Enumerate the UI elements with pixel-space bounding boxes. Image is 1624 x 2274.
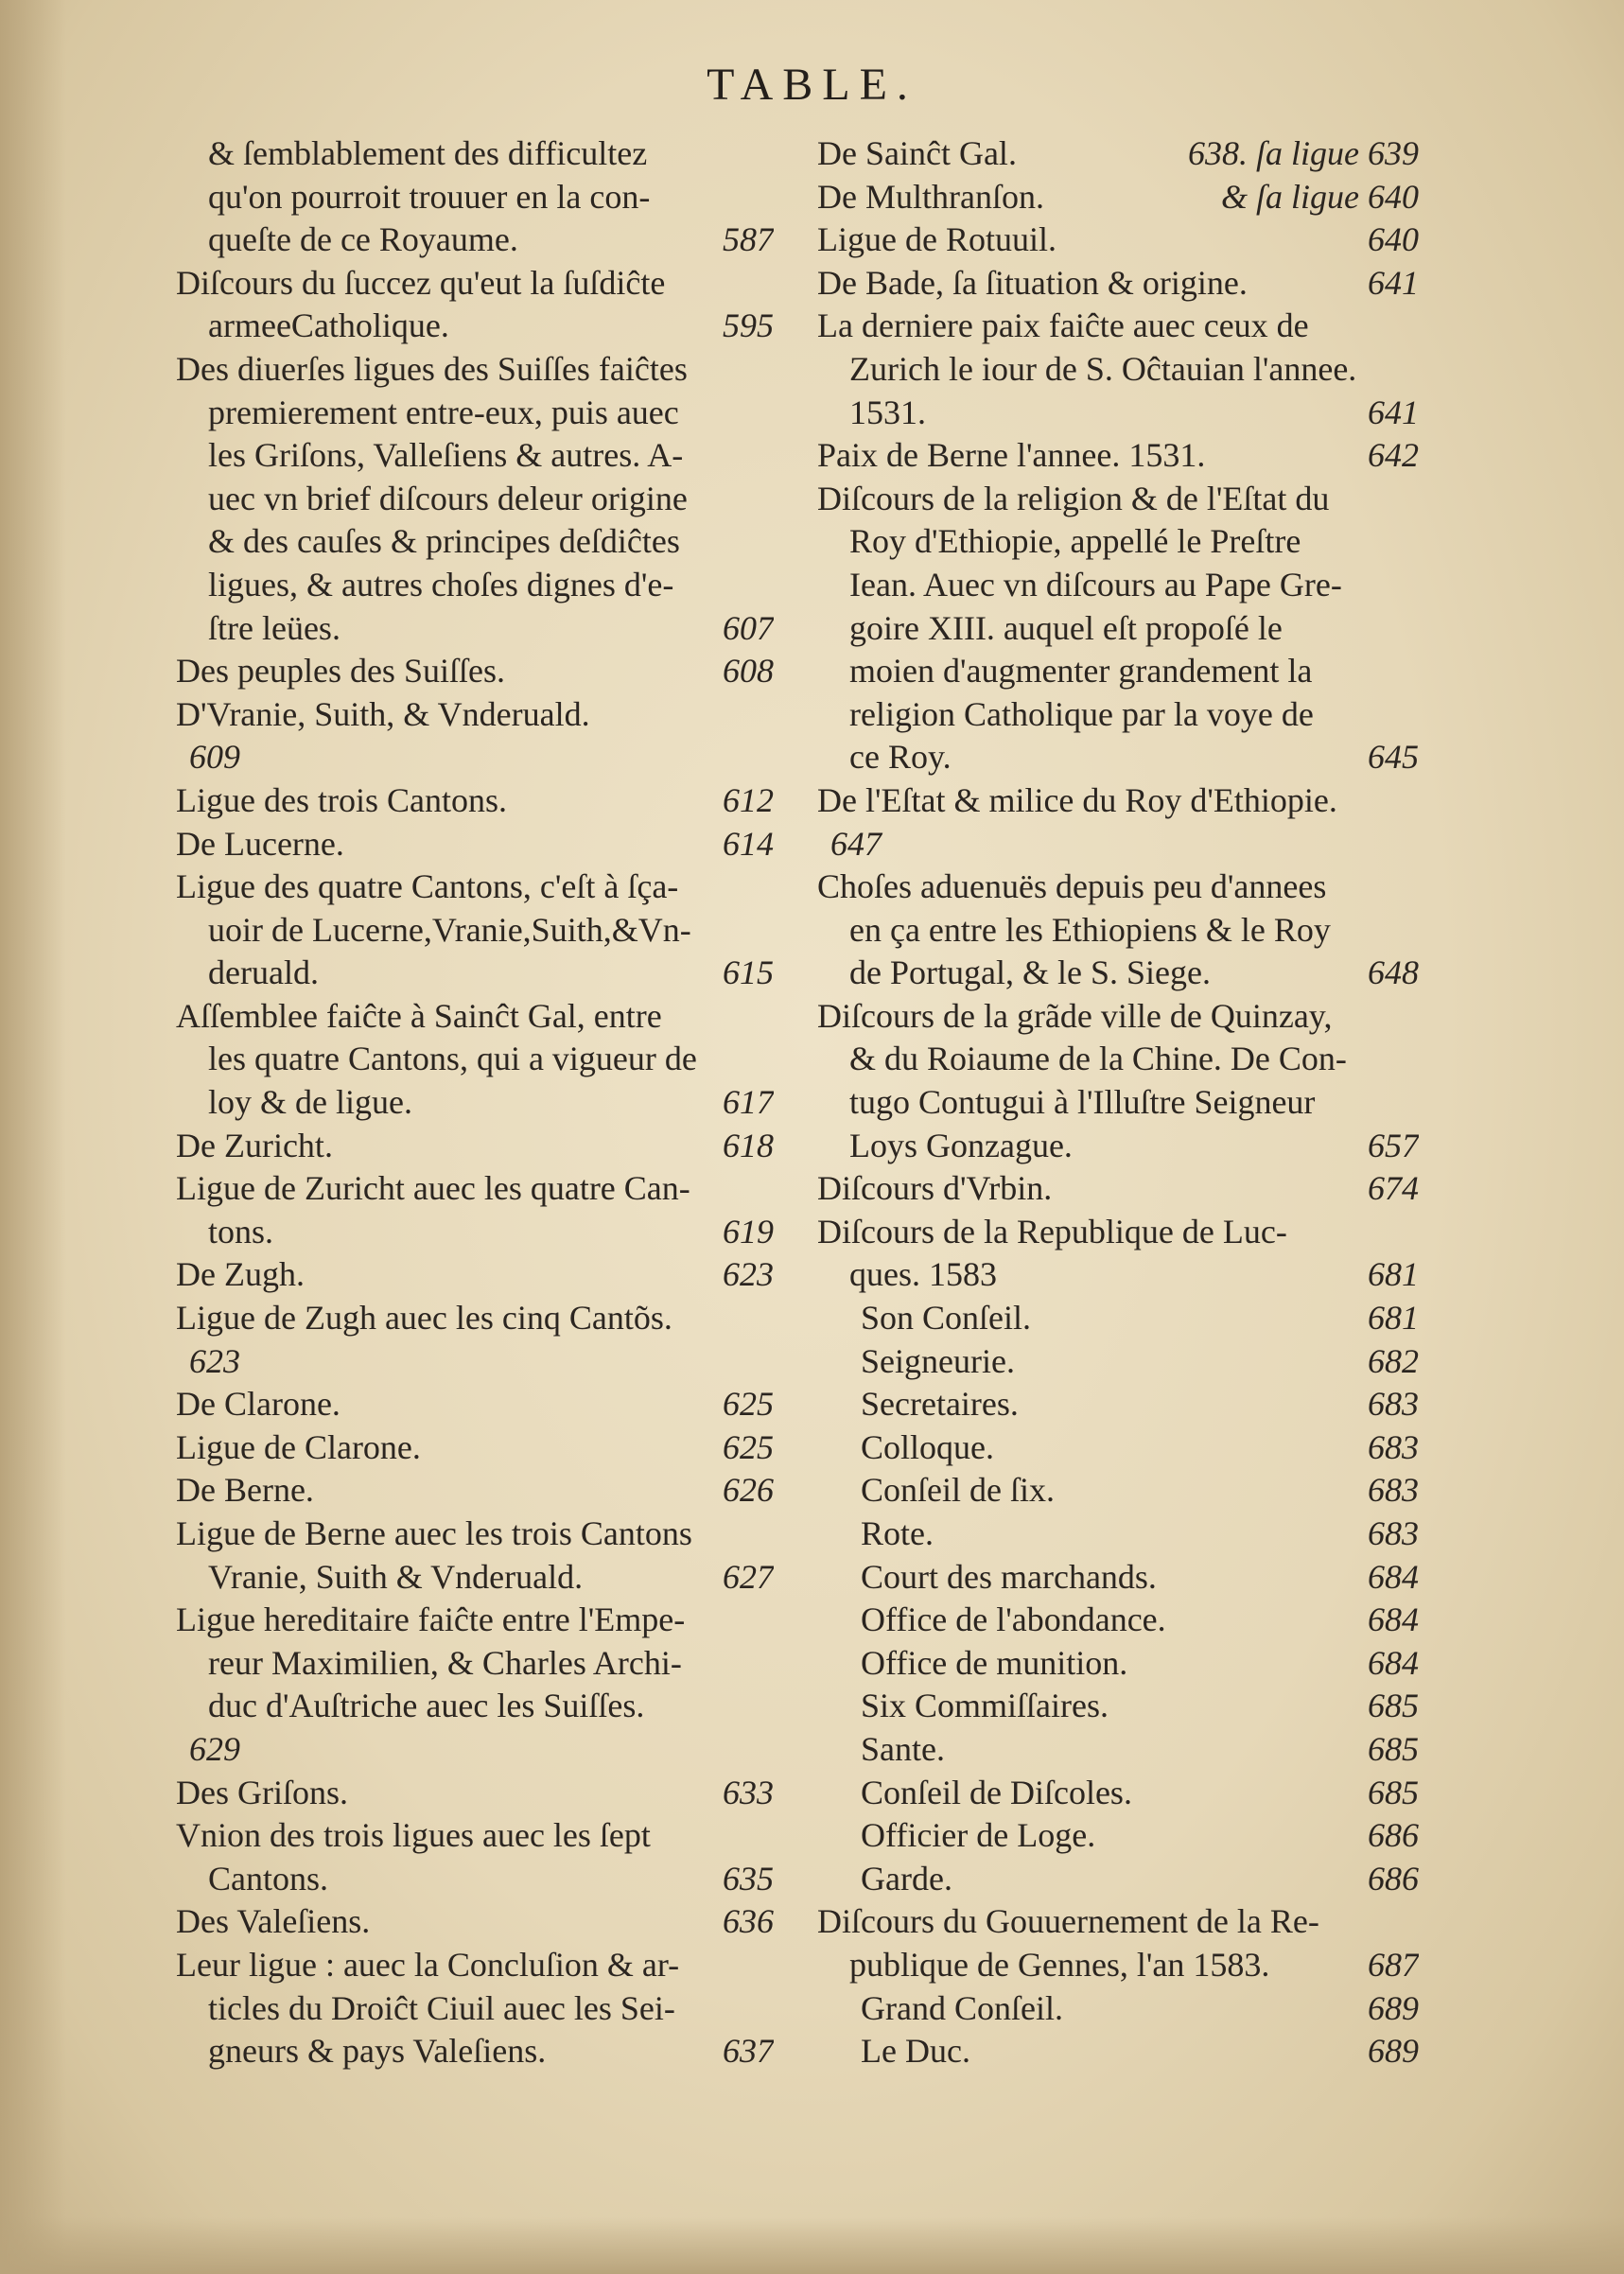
- toc-entry-line: [176, 1987, 774, 2031]
- toc-entry-line: [176, 2030, 774, 2073]
- toc-entry-text: religion Catholique par la voye de: [849, 694, 1314, 733]
- toc-entry-text: Des Valeſiens.: [176, 1902, 371, 1941]
- toc-entry-line: [176, 1383, 774, 1426]
- toc-page-number: 645: [1368, 738, 1419, 777]
- toc-entry-text: Diſcours de la Republique de Luc-: [817, 1212, 1287, 1251]
- toc-entry-text: Son Conſeil.: [861, 1299, 1032, 1338]
- toc-page-number: 683: [1368, 1471, 1419, 1510]
- toc-entry-text: ligues, & autres choſes dignes d'e-: [208, 565, 674, 603]
- toc-entry-text: & du Roiaume de la Chine. De Con-: [849, 1040, 1347, 1078]
- toc-entry-line: [817, 1297, 1419, 1340]
- toc-entry-text: Ligue de Clarone.: [176, 1427, 421, 1466]
- toc-entry-line: [817, 909, 1419, 953]
- toc-entry-line: [817, 2030, 1419, 2073]
- toc-page-number: 685: [1368, 1687, 1419, 1725]
- toc-entry-line: [176, 1297, 774, 1340]
- toc-entry-line: [817, 1081, 1419, 1125]
- toc-entry-text: ques. 1583: [849, 1255, 997, 1294]
- toc-entry-text: Ligue de Zuricht auec les quatre Can-: [176, 1169, 690, 1208]
- toc-entry-line: [176, 650, 774, 693]
- toc-page-number: 689: [1368, 2032, 1419, 2071]
- toc-entry-line: [817, 1772, 1419, 1815]
- toc-entry-text: De Clarone.: [176, 1385, 341, 1424]
- toc-entry-text: moien d'augmenter grandement la: [849, 652, 1313, 691]
- toc-page-number: 626: [723, 1471, 774, 1510]
- toc-entry-line: [817, 1987, 1419, 2031]
- toc-entry-text: tons.: [208, 1212, 274, 1251]
- toc-entry-line: [176, 262, 774, 306]
- toc-entry-text: ticles du Droiĉt Ciuil auec les Sei-: [208, 1988, 675, 2027]
- toc-entry-text: gneurs & pays Valeſiens.: [208, 2032, 547, 2071]
- toc-entry-line: [817, 1125, 1419, 1168]
- toc-entry-text: Des Griſons.: [176, 1773, 348, 1811]
- toc-entry-line: [176, 1167, 774, 1211]
- toc-entry-line: [817, 1167, 1419, 1211]
- toc-entry-line: [176, 392, 774, 435]
- toc-entry-line: [176, 1211, 774, 1254]
- toc-entry-text: De Lucerne.: [176, 824, 344, 863]
- toc-entry-text: uoir de Lucerne,Vranie,Suith,&Vn-: [208, 910, 691, 949]
- toc-entry-line: [176, 1858, 774, 1901]
- toc-entry-text: Vranie, Suith & Vnderuald.: [208, 1557, 584, 1596]
- toc-entry-line: [176, 219, 774, 262]
- toc-entry-line: [176, 520, 774, 564]
- toc-entry-text: Office de l'abondance.: [861, 1601, 1166, 1639]
- toc-entry-text: Officier de Loge.: [861, 1816, 1096, 1855]
- toc-entry-text: Diſcours du ſuccez qu'eut la ſuſdiĉte: [176, 263, 666, 302]
- toc-page-number: & ſa ligue 640: [1221, 177, 1419, 216]
- toc-entry-line: [817, 1253, 1419, 1297]
- toc-entry-line: [817, 1211, 1419, 1254]
- toc-entry-line: [176, 779, 774, 823]
- toc-entry-text: Diſcours d'Vrbin.: [817, 1169, 1053, 1208]
- toc-entry-line: [817, 952, 1419, 995]
- toc-entry-line: [817, 392, 1419, 435]
- toc-page-number: 633: [723, 1773, 774, 1811]
- page-bottom-shadow: [0, 2217, 1624, 2274]
- toc-entry-line: [817, 1426, 1419, 1470]
- toc-entry-text: Leur ligue : auec la Concluſion & ar-: [176, 1945, 680, 1984]
- toc-entry-line: [176, 1814, 774, 1858]
- toc-entry-text: Paix de Berne l'annee. 1531.: [817, 436, 1206, 475]
- toc-entry-text: Diſcours du Gouuernement de la Re-: [817, 1902, 1319, 1941]
- toc-entry-line: [817, 520, 1419, 564]
- toc-entry-text: queſte de ce Royaume.: [208, 220, 518, 259]
- page-edge-shadow: [0, 0, 66, 2274]
- toc-page-number: 623: [189, 1341, 240, 1380]
- toc-page-number: 607: [723, 608, 774, 647]
- toc-entry-line: [176, 1900, 774, 1944]
- toc-entry-line: [176, 478, 774, 521]
- toc-page-number: 647: [830, 824, 882, 863]
- toc-entry-text: Des diuerſes ligues des Suiſſes faiĉtes: [176, 349, 688, 388]
- toc-page-number: 587: [723, 220, 774, 259]
- toc-entry-line: [176, 607, 774, 651]
- toc-entry-text: premierement entre-eux, puis auec: [208, 393, 679, 431]
- toc-entry-text: & ſemblablement des difficultez: [208, 134, 648, 172]
- toc-entry-text: Ligue de Rotuuil.: [817, 220, 1056, 259]
- toc-page-number: 683: [1368, 1427, 1419, 1466]
- toc-page-number: 682: [1368, 1341, 1419, 1380]
- toc-page-number: 612: [723, 780, 774, 819]
- toc-page-number: 681: [1368, 1299, 1419, 1338]
- toc-entry-line: [176, 736, 774, 779]
- toc-entry-line: [817, 1944, 1419, 1987]
- toc-entry-text: Court des marchands.: [861, 1557, 1157, 1596]
- toc-entry-line: [817, 823, 1419, 866]
- toc-entry-line: [817, 176, 1419, 219]
- toc-entry-line: [176, 1426, 774, 1470]
- toc-entry-line: [817, 1728, 1419, 1772]
- toc-entry-text: reur Maximilien, & Charles Archi-: [208, 1643, 682, 1682]
- toc-page-number: 681: [1368, 1255, 1419, 1294]
- toc-entry-text: Seigneurie.: [861, 1341, 1015, 1380]
- toc-page-number: 657: [1368, 1126, 1419, 1164]
- toc-page-number: 641: [1368, 393, 1419, 431]
- toc-entry-text: en ça entre les Ethiopiens & le Roy: [849, 910, 1331, 949]
- toc-entry-line: [817, 564, 1419, 607]
- toc-entry-text: 1531.: [849, 393, 926, 431]
- toc-entry-line: [817, 1858, 1419, 1901]
- toc-page-number: 629: [189, 1729, 240, 1768]
- toc-entry-text: & des cauſes & principes deſdiĉtes: [208, 522, 680, 561]
- toc-entry-line: [176, 1513, 774, 1556]
- toc-entry-text: duc d'Auſtriche auec les Suiſſes.: [208, 1687, 645, 1725]
- toc-page-number: 640: [1368, 220, 1419, 259]
- toc-page-number: 614: [723, 824, 774, 863]
- toc-entry-line: [176, 1642, 774, 1686]
- toc-entry-line: [817, 995, 1419, 1039]
- toc-entry-text: Diſcours de la grãde ville de Quinzay,: [817, 996, 1333, 1035]
- toc-entry-line: [176, 1038, 774, 1081]
- toc-entry-line: [176, 1340, 774, 1384]
- toc-entry-text: Ligue de Berne auec les trois Cantons: [176, 1514, 692, 1552]
- toc-page-number: 638. ſa ligue 639: [1188, 134, 1419, 172]
- toc-entry-line: [176, 1944, 774, 1987]
- toc-entry-text: les Griſons, Valleſiens & autres. A-: [208, 436, 684, 475]
- toc-entry-line: [817, 607, 1419, 651]
- toc-page-number: 685: [1368, 1773, 1419, 1811]
- toc-entry-text: ce Roy.: [849, 738, 952, 777]
- toc-entry-text: De Zugh.: [176, 1255, 305, 1294]
- toc-entry-line: [817, 1469, 1419, 1513]
- toc-entry-text: Aſſemblee faiĉte à Sainĉt Gal, entre: [176, 996, 662, 1035]
- toc-entry-line: [817, 1599, 1419, 1642]
- toc-page-number: 641: [1368, 263, 1419, 302]
- toc-entry-line: [817, 1038, 1419, 1081]
- toc-entry-text: Colloque.: [861, 1427, 994, 1466]
- toc-page-number: 635: [723, 1859, 774, 1898]
- toc-entry-text: Conſeil de ſix.: [861, 1471, 1055, 1510]
- toc-entry-text: Cantons.: [208, 1859, 329, 1898]
- toc-page-number: 627: [723, 1557, 774, 1596]
- toc-entry-line: [817, 478, 1419, 521]
- toc-entry-text: Ligue des quatre Cantons, c'eſt à ſça-: [176, 867, 679, 906]
- toc-entry-line: [176, 434, 774, 478]
- toc-page-number: 615: [723, 953, 774, 992]
- toc-entry-line: [817, 434, 1419, 478]
- toc-entry-line: [176, 1728, 774, 1772]
- toc-entry-text: goire XIII. auquel eſt propoſé le: [849, 608, 1283, 647]
- toc-entry-text: De Multhranſon.: [817, 177, 1044, 216]
- toc-page-number: 642: [1368, 436, 1419, 475]
- toc-entry-text: Vnion des trois ligues auec les ſept: [176, 1816, 651, 1855]
- toc-entry-line: [176, 1253, 774, 1297]
- toc-entry-text: qu'on pourroit trouuer en la con-: [208, 177, 651, 216]
- toc-page-number: 684: [1368, 1557, 1419, 1596]
- toc-entry-text: Des peuples des Suiſſes.: [176, 652, 505, 691]
- toc-entry-line: [176, 1469, 774, 1513]
- toc-entry-text: Le Duc.: [861, 2032, 970, 2071]
- toc-entry-text: Diſcours de la religion & de l'Eſtat du: [817, 479, 1330, 517]
- toc-entry-text: Conſeil de Diſcoles.: [861, 1773, 1132, 1811]
- toc-page-number: 636: [723, 1902, 774, 1941]
- toc-entry-text: les quatre Cantons, qui a vigueur de: [208, 1040, 697, 1078]
- toc-entry-text: tugo Contugui à l'Illuſtre Seigneur: [849, 1083, 1316, 1122]
- toc-page-number: 689: [1368, 1988, 1419, 2027]
- toc-entry-line: [817, 650, 1419, 693]
- toc-entry-line: [817, 1340, 1419, 1384]
- toc-entry-text: De Bade, ſa ſituation & origine.: [817, 263, 1248, 302]
- toc-entry-line: [817, 736, 1419, 779]
- toc-page-number: 686: [1368, 1816, 1419, 1855]
- toc-entry-text: Roy d'Ethiopie, appellé le Preſtre: [849, 522, 1301, 561]
- toc-entry-text: Office de munition.: [861, 1643, 1128, 1682]
- toc-entry-text: Garde.: [861, 1859, 952, 1898]
- toc-entry-line: [176, 952, 774, 995]
- page-title: TABLE.: [707, 60, 917, 110]
- toc-entry-text: ſtre leües.: [208, 608, 341, 647]
- toc-page-number: 674: [1368, 1169, 1419, 1208]
- toc-page-number: 617: [723, 1083, 774, 1122]
- toc-entry-line: [176, 305, 774, 348]
- toc-entry-text: Ligue de Zugh auec les cinq Cantõs.: [176, 1299, 672, 1338]
- toc-entry-line: [176, 1772, 774, 1815]
- toc-entry-text: Choſes aduenuës depuis peu d'annees: [817, 867, 1327, 906]
- toc-page-number: 687: [1368, 1945, 1419, 1984]
- toc-entry-line: [817, 1685, 1419, 1728]
- toc-entry-line: [176, 348, 774, 392]
- toc-entry-text: De Berne.: [176, 1471, 314, 1510]
- toc-entry-line: [176, 132, 774, 176]
- toc-entry-line: [817, 262, 1419, 306]
- toc-page-number: 686: [1368, 1859, 1419, 1898]
- toc-entry-text: De Sainĉt Gal.: [817, 134, 1017, 172]
- toc-entry-line: [176, 564, 774, 607]
- toc-page-number: 625: [723, 1385, 774, 1424]
- toc-page-number: 595: [723, 306, 774, 345]
- toc-entry-line: [817, 779, 1419, 823]
- toc-page-number: 619: [723, 1212, 774, 1251]
- toc-page-number: 608: [723, 652, 774, 691]
- toc-entry-text: Sante.: [861, 1729, 945, 1768]
- toc-entry-line: [176, 1125, 774, 1168]
- toc-entry-text: Grand Conſeil.: [861, 1988, 1063, 2027]
- toc-entry-line: [176, 1556, 774, 1600]
- toc-page-number: 685: [1368, 1729, 1419, 1768]
- toc-entry-line: [176, 1081, 774, 1125]
- toc-entry-text: loy & de ligue.: [208, 1083, 412, 1122]
- left-column: [176, 132, 774, 2073]
- toc-entry-line: [817, 1642, 1419, 1686]
- toc-entry-line: [176, 693, 774, 737]
- toc-entry-text: Ligue hereditaire faiĉte entre l'Empe-: [176, 1601, 686, 1639]
- toc-page-number: 684: [1368, 1643, 1419, 1682]
- toc-entry-text: Ligue des trois Cantons.: [176, 780, 507, 819]
- toc-page-number: 683: [1368, 1514, 1419, 1552]
- toc-entry-text: Zurich le iour de S. Oĉtauian l'annee.: [849, 349, 1357, 388]
- toc-entry-line: [817, 693, 1419, 737]
- toc-entry-text: La derniere paix faiĉte auec ceux de: [817, 306, 1309, 345]
- toc-page-number: 618: [723, 1126, 774, 1164]
- toc-entry-text: Loys Gonzague.: [849, 1126, 1073, 1164]
- toc-entry-line: [817, 1383, 1419, 1426]
- toc-entry-line: [817, 132, 1419, 176]
- toc-entry-line: [176, 1685, 774, 1728]
- toc-page-number: 609: [189, 738, 240, 777]
- toc-entry-line: [176, 823, 774, 866]
- toc-entry-text: uec vn brief diſcours deleur origine: [208, 479, 688, 517]
- toc-entry-line: [176, 1599, 774, 1642]
- toc-page-number: 623: [723, 1255, 774, 1294]
- toc-entry-text: publique de Gennes, l'an 1583.: [849, 1945, 1270, 1984]
- toc-entry-line: [817, 348, 1419, 392]
- toc-entry-text: Secretaires.: [861, 1385, 1019, 1424]
- toc-entry-line: [176, 176, 774, 219]
- toc-entry-text: De l'Eſtat & milice du Roy d'Ethiopie.: [817, 780, 1337, 819]
- toc-entry-line: [817, 866, 1419, 909]
- toc-entry-line: [817, 219, 1419, 262]
- toc-page-number: 637: [723, 2032, 774, 2071]
- toc-entry-text: de Portugal, & le S. Siege.: [849, 953, 1211, 992]
- toc-page-number: 648: [1368, 953, 1419, 992]
- toc-entry-line: [817, 1556, 1419, 1600]
- toc-entry-line: [817, 305, 1419, 348]
- toc-entry-text: Six Commiſſaires.: [861, 1687, 1109, 1725]
- toc-entry-line: [176, 909, 774, 953]
- toc-entry-text: Rote.: [861, 1514, 934, 1552]
- toc-entry-line: [817, 1513, 1419, 1556]
- toc-entry-line: [817, 1814, 1419, 1858]
- toc-entry-line: [176, 995, 774, 1039]
- toc-page-number: 684: [1368, 1601, 1419, 1639]
- toc-page-number: 625: [723, 1427, 774, 1466]
- right-column: [817, 132, 1419, 2073]
- toc-entry-text: D'Vranie, Suith, & Vnderuald.: [176, 694, 590, 733]
- toc-entry-text: deruald.: [208, 953, 319, 992]
- toc-entry-text: De Zuricht.: [176, 1126, 333, 1164]
- toc-entry-text: Iean. Auec vn diſcours au Pape Gre-: [849, 565, 1342, 603]
- toc-entry-text: armeeCatholique.: [208, 306, 449, 345]
- toc-page-number: 683: [1368, 1385, 1419, 1424]
- toc-entry-line: [817, 1900, 1419, 1944]
- toc-entry-line: [176, 866, 774, 909]
